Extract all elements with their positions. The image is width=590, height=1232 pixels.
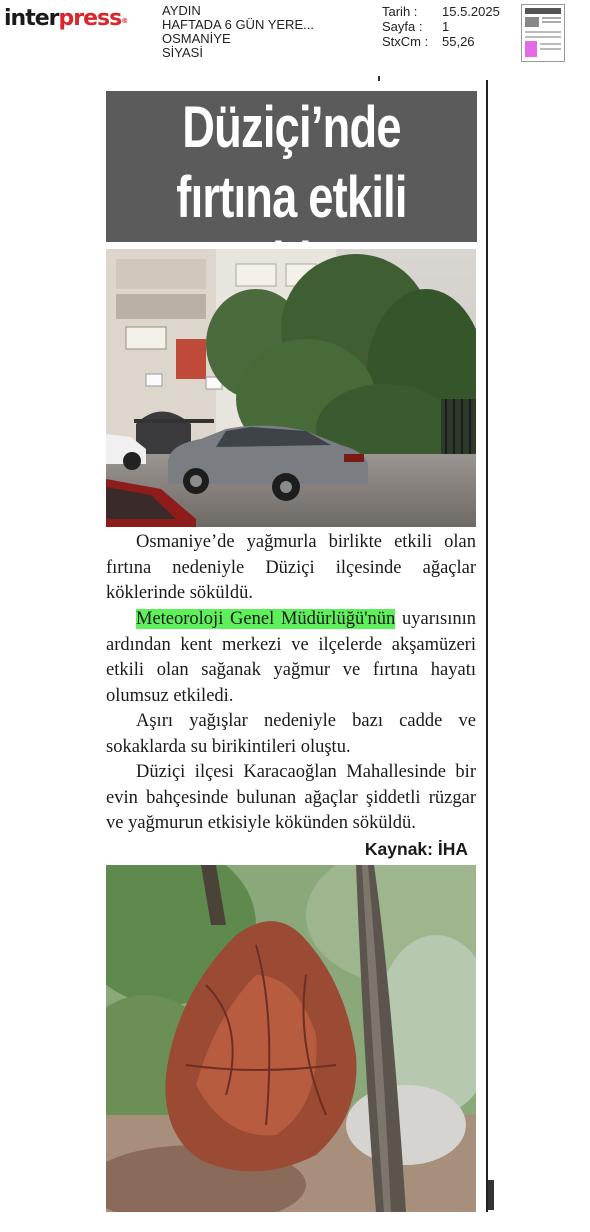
meta-page-key: Sayfa : — [382, 19, 423, 34]
logo-inter-text: inter — [4, 6, 59, 31]
headline-box — [106, 91, 477, 242]
source-credit: Kaynak: İHA — [364, 838, 468, 859]
paragraph-4-text: Düziçi ilçesi Karacaoğlan Mahallesinde bir evin bahçesinde bulunan ağaçlar şiddetli rüzgar ve yağmurun etkisiyle kökünden söküldü. — [106, 762, 476, 833]
paragraph-4 — [106, 760, 476, 862]
column-tick — [378, 76, 380, 81]
clipping-tags — [162, 4, 314, 60]
paragraph-1-text: Osmaniye’de yağmurla birlikte etkili olan fırtına nedeniyle Düziçi ilçesinde ağaçlar köklerinde söküldü. — [106, 532, 476, 603]
registered-mark: ® — [121, 17, 128, 25]
meta-page-row — [382, 19, 500, 34]
meta-stxcm-value: 55,26 — [442, 34, 475, 49]
highlighted-phrase: Meteoroloji Genel Müdürlüğü'nün — [136, 609, 396, 629]
paragraph-1 — [106, 530, 476, 607]
tag-category: SİYASİ — [162, 45, 203, 60]
logo-press-text: press — [58, 6, 122, 31]
paragraph-2-text: uyarısının ardından kent merkezi ve ilçelerde akşamüzeri etkili olan sağanak yağmur ve fırtına hayatı olumsuz etkiledi. — [106, 609, 476, 706]
column-rule — [486, 80, 488, 1212]
meta-date-value: 15.5.2025 — [442, 4, 500, 19]
paragraph-2 — [106, 607, 476, 709]
meta-stxcm-key: StxCm : — [382, 34, 429, 49]
headline-line-1: Düziçi’nde — [182, 95, 401, 160]
tag-publication: HAFTADA 6 GÜN YERE... — [162, 17, 314, 32]
tag-region: AYDIN — [162, 3, 201, 18]
meta-date-row — [382, 4, 500, 19]
page-thumbnail[interactable] — [521, 4, 565, 62]
paragraph-3-text: Aşırı yağışlar nedeniyle bazı cadde ve sokaklarda su birikintileri oluştu. — [106, 711, 476, 757]
headline-line-2: fırtına etkili — [176, 165, 407, 230]
meta-date-key: Tarih : — [382, 4, 418, 19]
clipping-meta — [382, 4, 500, 49]
interpress-logo — [4, 6, 127, 32]
tag-city: OSMANİYE — [162, 31, 231, 46]
meta-page-value: 1 — [442, 19, 450, 34]
meta-stxcm-row — [382, 34, 500, 49]
uprooted-tree-photo — [106, 865, 476, 1212]
column-rule-mark — [488, 1180, 494, 1210]
paragraph-3 — [106, 709, 476, 760]
storm-street-photo — [106, 249, 476, 527]
